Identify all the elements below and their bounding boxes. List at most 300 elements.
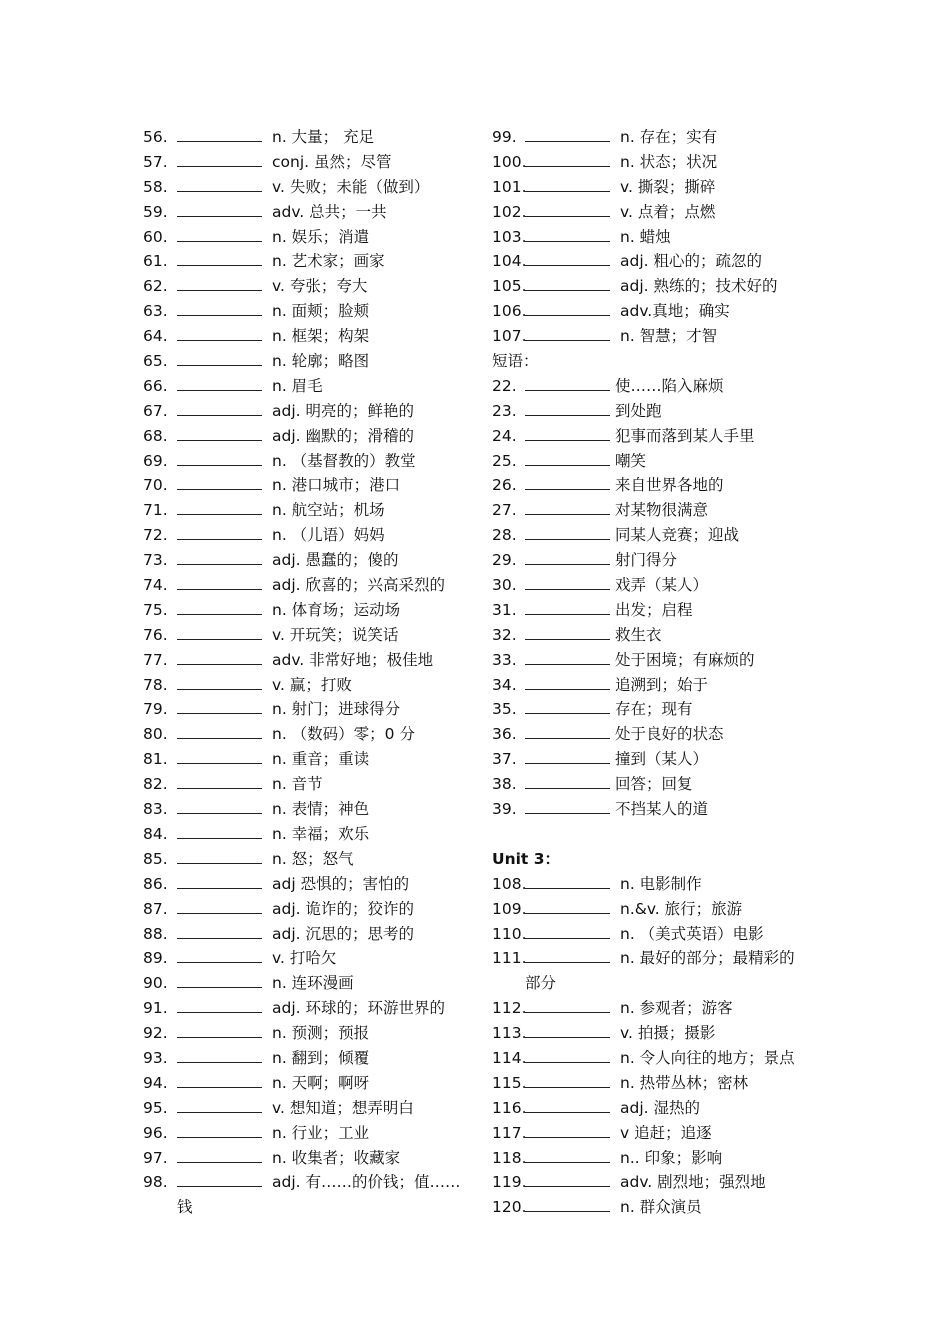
unit3-heading-row bbox=[492, 847, 812, 872]
item-number: 95. bbox=[143, 1098, 168, 1117]
answer-blank[interactable] bbox=[177, 1146, 262, 1163]
answer-blank[interactable] bbox=[525, 225, 610, 242]
answer-blank[interactable] bbox=[177, 225, 262, 242]
answer-blank[interactable] bbox=[525, 598, 610, 615]
vocab-row bbox=[143, 473, 463, 498]
vocab-row bbox=[492, 150, 812, 175]
vocab-row bbox=[143, 797, 463, 822]
definition: adj. 明亮的；鲜艳的 bbox=[272, 401, 414, 420]
item-number: 37. bbox=[492, 750, 517, 769]
answer-blank[interactable] bbox=[177, 822, 262, 839]
definition: 存在；现有 bbox=[615, 700, 693, 719]
definition: n. （美式英语）电影 bbox=[620, 924, 764, 943]
vocab-row bbox=[143, 175, 463, 200]
answer-blank[interactable] bbox=[177, 747, 262, 764]
definition: adj. 湿热的 bbox=[620, 1098, 700, 1117]
answer-blank[interactable] bbox=[525, 1021, 610, 1038]
vocab-row bbox=[492, 1071, 812, 1096]
definition: n. 存在；实有 bbox=[620, 128, 718, 146]
answer-blank[interactable] bbox=[525, 548, 610, 565]
answer-blank[interactable] bbox=[525, 1146, 610, 1163]
item-number: 68. bbox=[143, 426, 168, 445]
item-number: 58. bbox=[143, 177, 168, 196]
vocab-row bbox=[143, 523, 463, 548]
answer-blank[interactable] bbox=[525, 722, 610, 739]
item-number: 70. bbox=[143, 476, 168, 495]
item-number: 93. bbox=[143, 1048, 168, 1067]
item-number: 28. bbox=[492, 526, 517, 545]
item-number: 107. bbox=[492, 327, 527, 346]
answer-blank[interactable] bbox=[525, 673, 610, 690]
answer-blank[interactable] bbox=[177, 598, 262, 615]
answer-blank[interactable] bbox=[525, 1096, 610, 1113]
definition: v. 开玩笑；说笑话 bbox=[272, 625, 399, 644]
definition: n. 艺术家；画家 bbox=[272, 252, 385, 271]
answer-blank[interactable] bbox=[177, 1071, 262, 1088]
item-number: 67. bbox=[143, 401, 168, 420]
item-number: 92. bbox=[143, 1024, 168, 1043]
phrase-row bbox=[492, 449, 812, 474]
item-number: 114. bbox=[492, 1048, 527, 1067]
answer-blank[interactable] bbox=[525, 523, 610, 540]
vocab-row bbox=[143, 673, 463, 698]
item-number: 106. bbox=[492, 302, 527, 321]
answer-blank[interactable] bbox=[177, 1170, 262, 1187]
vocab-row bbox=[492, 299, 812, 324]
vocab-row bbox=[492, 225, 812, 250]
answer-blank[interactable] bbox=[525, 449, 610, 466]
definition: adv. 剧烈地；强烈地 bbox=[620, 1173, 766, 1192]
answer-blank[interactable] bbox=[177, 449, 262, 466]
definition: adj. 欣喜的；兴高采烈的 bbox=[272, 576, 445, 595]
definition: v 追赶；追逐 bbox=[620, 1123, 712, 1142]
answer-blank[interactable] bbox=[177, 623, 262, 640]
item-number: 118. bbox=[492, 1148, 527, 1167]
definition: 射门得分 bbox=[615, 551, 678, 570]
definition: v. 夸张；夸大 bbox=[272, 277, 368, 296]
vocab-row bbox=[492, 897, 812, 922]
vocab-row bbox=[143, 1046, 463, 1071]
phrase-row bbox=[492, 772, 812, 797]
item-number: 94. bbox=[143, 1073, 168, 1092]
vocab-row bbox=[143, 847, 463, 872]
item-number: 25. bbox=[492, 451, 517, 470]
vocab-row bbox=[492, 1146, 812, 1171]
definition: n. 大量； 充足 bbox=[272, 128, 375, 146]
definition: n. 表情；神色 bbox=[272, 800, 370, 819]
answer-blank[interactable] bbox=[177, 274, 262, 291]
item-number: 120. bbox=[492, 1198, 527, 1217]
answer-blank[interactable] bbox=[525, 1195, 610, 1212]
definition-continuation-row bbox=[492, 971, 812, 996]
item-number: 57. bbox=[143, 152, 168, 171]
answer-blank[interactable] bbox=[177, 1046, 262, 1063]
answer-blank[interactable] bbox=[177, 175, 262, 192]
answer-blank[interactable] bbox=[177, 697, 262, 714]
definition: v. 失败；未能（做到） bbox=[272, 177, 430, 196]
answer-blank[interactable] bbox=[525, 424, 610, 441]
item-number: 59. bbox=[143, 202, 168, 221]
answer-blank[interactable] bbox=[177, 648, 262, 665]
definition: adj. 诡诈的；狡诈的 bbox=[272, 899, 414, 918]
item-number: 103. bbox=[492, 227, 527, 246]
vocab-row bbox=[143, 299, 463, 324]
item-number: 90. bbox=[143, 974, 168, 993]
definition: 处于良好的状态 bbox=[615, 725, 724, 744]
definition: conj. 虽然；尽管 bbox=[272, 152, 392, 171]
answer-blank[interactable] bbox=[177, 249, 262, 266]
item-number: 112. bbox=[492, 999, 527, 1018]
vocab-row bbox=[143, 399, 463, 424]
definition: n. （儿语）妈妈 bbox=[272, 526, 385, 545]
answer-blank[interactable] bbox=[177, 573, 262, 590]
vocab-row bbox=[143, 324, 463, 349]
vocab-row bbox=[143, 225, 463, 250]
definition: n. （数码）零；0 分 bbox=[272, 725, 415, 744]
answer-blank[interactable] bbox=[177, 897, 262, 914]
phrase-row bbox=[492, 573, 812, 598]
definition: n. 轮廓；略图 bbox=[272, 352, 370, 371]
answer-blank[interactable] bbox=[177, 125, 262, 142]
definition: v. 拍摄；摄影 bbox=[620, 1024, 716, 1043]
definition: adj. 幽默的；滑稽的 bbox=[272, 426, 414, 445]
answer-blank[interactable] bbox=[525, 274, 610, 291]
vocab-row bbox=[143, 548, 463, 573]
phrase-row bbox=[492, 673, 812, 698]
answer-blank[interactable] bbox=[525, 125, 610, 142]
item-number: 81. bbox=[143, 750, 168, 769]
item-number: 115. bbox=[492, 1073, 527, 1092]
answer-blank[interactable] bbox=[525, 697, 610, 714]
spacer-row bbox=[492, 822, 812, 847]
phrase-row bbox=[492, 498, 812, 523]
answer-blank[interactable] bbox=[177, 399, 262, 416]
item-number: 80. bbox=[143, 725, 168, 744]
phrases-heading-row bbox=[492, 349, 812, 374]
answer-blank[interactable] bbox=[177, 772, 262, 789]
definition: 使……陷入麻烦 bbox=[615, 376, 724, 395]
answer-blank[interactable] bbox=[525, 399, 610, 416]
item-number: 85. bbox=[143, 849, 168, 868]
definition: adj. 粗心的；疏忽的 bbox=[620, 252, 762, 271]
answer-blank[interactable] bbox=[177, 324, 262, 341]
answer-blank[interactable] bbox=[177, 349, 262, 366]
definition: n.&v. 旅行；旅游 bbox=[620, 899, 743, 918]
definition: n. 连环漫画 bbox=[272, 974, 354, 993]
definition: n. 智慧；才智 bbox=[620, 327, 718, 346]
definition: n. 预测；预报 bbox=[272, 1024, 370, 1043]
definition: n.. 印象；影响 bbox=[620, 1148, 723, 1167]
definition: 回答；回复 bbox=[615, 775, 693, 794]
item-number: 113. bbox=[492, 1024, 527, 1043]
phrases-heading: 短语： bbox=[492, 352, 539, 371]
item-number: 105. bbox=[492, 277, 527, 296]
item-number: 98. bbox=[143, 1173, 168, 1192]
definition: n. 最好的部分；最精彩的 bbox=[620, 949, 795, 968]
answer-blank[interactable] bbox=[525, 573, 610, 590]
item-number: 39. bbox=[492, 800, 517, 819]
vocab-row bbox=[143, 722, 463, 747]
vocab-row bbox=[143, 200, 463, 225]
item-number: 83. bbox=[143, 800, 168, 819]
definition: adj. 愚蠢的；傻的 bbox=[272, 551, 399, 570]
vocab-row bbox=[492, 249, 812, 274]
answer-blank[interactable] bbox=[177, 996, 262, 1013]
item-number: 23. bbox=[492, 401, 517, 420]
definition-continuation-row bbox=[143, 1195, 463, 1220]
definition: adv.真地；确实 bbox=[620, 302, 730, 321]
answer-blank[interactable] bbox=[525, 498, 610, 515]
definition: n. 天啊；啊呀 bbox=[272, 1073, 370, 1092]
item-number: 65. bbox=[143, 352, 168, 371]
definition: n. 行业；工业 bbox=[272, 1123, 370, 1142]
definition: 戏弄（某人） bbox=[615, 576, 709, 595]
vocab-row bbox=[143, 1021, 463, 1046]
definition: n. 幸福；欢乐 bbox=[272, 824, 370, 843]
definition: adj. 熟练的；技术好的 bbox=[620, 277, 778, 296]
item-number: 38. bbox=[492, 775, 517, 794]
definition: 犯事而落到某人手里 bbox=[615, 426, 755, 445]
phrase-row bbox=[492, 424, 812, 449]
answer-blank[interactable] bbox=[525, 897, 610, 914]
answer-blank[interactable] bbox=[525, 150, 610, 167]
item-number: 97. bbox=[143, 1148, 168, 1167]
item-number: 84. bbox=[143, 824, 168, 843]
item-number: 35. bbox=[492, 700, 517, 719]
answer-blank[interactable] bbox=[525, 797, 610, 814]
definition: 不挡某人的道 bbox=[615, 800, 709, 819]
phrase-row bbox=[492, 623, 812, 648]
definition: adj. 环球的；环游世界的 bbox=[272, 999, 445, 1018]
phrase-row bbox=[492, 722, 812, 747]
answer-blank[interactable] bbox=[177, 971, 262, 988]
vocab-row bbox=[143, 150, 463, 175]
vocab-row bbox=[143, 249, 463, 274]
vocab-row bbox=[143, 747, 463, 772]
vocab-row bbox=[143, 1170, 463, 1195]
answer-blank[interactable] bbox=[177, 374, 262, 391]
definition: 撞到（某人） bbox=[615, 750, 709, 769]
vocab-row bbox=[143, 822, 463, 847]
item-number: 104. bbox=[492, 252, 527, 271]
answer-blank[interactable] bbox=[177, 473, 262, 490]
definition: n. 收集者；收藏家 bbox=[272, 1148, 401, 1167]
vocab-row bbox=[143, 349, 463, 374]
right-column bbox=[492, 125, 812, 1220]
item-number: 36. bbox=[492, 725, 517, 744]
definition: adv. 总共；一共 bbox=[272, 202, 387, 221]
definition-continuation: 钱 bbox=[177, 1198, 193, 1217]
item-number: 108. bbox=[492, 874, 527, 893]
item-number: 117. bbox=[492, 1123, 527, 1142]
definition: v. 赢；打败 bbox=[272, 675, 352, 694]
vocab-row bbox=[143, 996, 463, 1021]
vocab-row bbox=[143, 1096, 463, 1121]
vocab-row bbox=[492, 175, 812, 200]
answer-blank[interactable] bbox=[525, 249, 610, 266]
item-number: 110. bbox=[492, 924, 527, 943]
item-number: 26. bbox=[492, 476, 517, 495]
vocab-row bbox=[492, 324, 812, 349]
answer-blank[interactable] bbox=[525, 747, 610, 764]
item-number: 60. bbox=[143, 227, 168, 246]
item-number: 116. bbox=[492, 1098, 527, 1117]
answer-blank[interactable] bbox=[525, 1121, 610, 1138]
vocab-row bbox=[492, 1021, 812, 1046]
definition: 嘲笑 bbox=[615, 451, 647, 470]
vocab-row bbox=[143, 274, 463, 299]
vocab-row bbox=[143, 1121, 463, 1146]
vocab-row bbox=[143, 374, 463, 399]
item-number: 62. bbox=[143, 277, 168, 296]
answer-blank[interactable] bbox=[177, 424, 262, 441]
answer-blank[interactable] bbox=[177, 200, 262, 217]
answer-blank[interactable] bbox=[525, 922, 610, 939]
item-number: 96. bbox=[143, 1123, 168, 1142]
definition: n. 状态；状况 bbox=[620, 152, 718, 171]
item-number: 109. bbox=[492, 899, 527, 918]
item-number: 76. bbox=[143, 625, 168, 644]
answer-blank[interactable] bbox=[177, 150, 262, 167]
answer-blank[interactable] bbox=[525, 623, 610, 640]
item-number: 87. bbox=[143, 899, 168, 918]
item-number: 66. bbox=[143, 376, 168, 395]
answer-blank[interactable] bbox=[525, 996, 610, 1013]
answer-blank[interactable] bbox=[525, 200, 610, 217]
item-number: 24. bbox=[492, 426, 517, 445]
answer-blank[interactable] bbox=[177, 1121, 262, 1138]
vocab-row bbox=[492, 1096, 812, 1121]
answer-blank[interactable] bbox=[177, 797, 262, 814]
vocab-row bbox=[143, 971, 463, 996]
item-number: 64. bbox=[143, 327, 168, 346]
item-number: 31. bbox=[492, 600, 517, 619]
vocab-row bbox=[492, 996, 812, 1021]
phrase-row bbox=[492, 747, 812, 772]
item-number: 56. bbox=[143, 128, 168, 146]
item-number: 86. bbox=[143, 874, 168, 893]
item-number: 77. bbox=[143, 650, 168, 669]
item-number: 100. bbox=[492, 152, 527, 171]
vocab-row bbox=[143, 623, 463, 648]
phrase-row bbox=[492, 399, 812, 424]
answer-blank[interactable] bbox=[525, 1046, 610, 1063]
vocab-row bbox=[143, 697, 463, 722]
phrase-row bbox=[492, 598, 812, 623]
answer-blank[interactable] bbox=[177, 498, 262, 515]
answer-blank[interactable] bbox=[177, 673, 262, 690]
vocab-row bbox=[143, 498, 463, 523]
definition: v. 撕裂；撕碎 bbox=[620, 177, 716, 196]
definition: n. 港口城市；港口 bbox=[272, 476, 401, 495]
answer-blank[interactable] bbox=[177, 847, 262, 864]
definition: v. 点着；点燃 bbox=[620, 202, 716, 221]
definition: 处于困境；有麻烦的 bbox=[615, 650, 755, 669]
answer-blank[interactable] bbox=[177, 1021, 262, 1038]
vocab-row bbox=[143, 449, 463, 474]
vocab-row bbox=[143, 598, 463, 623]
item-number: 101. bbox=[492, 177, 527, 196]
answer-blank[interactable] bbox=[525, 648, 610, 665]
answer-blank[interactable] bbox=[525, 1170, 610, 1187]
vocab-row bbox=[492, 1195, 812, 1220]
phrase-row bbox=[492, 548, 812, 573]
item-number: 33. bbox=[492, 650, 517, 669]
vocab-row bbox=[143, 946, 463, 971]
item-number: 27. bbox=[492, 501, 517, 520]
vocab-row bbox=[492, 1121, 812, 1146]
answer-blank[interactable] bbox=[525, 324, 610, 341]
definition: n. 重音；重读 bbox=[272, 750, 370, 769]
vocab-row bbox=[143, 1146, 463, 1171]
definition: n. 眉毛 bbox=[272, 376, 323, 395]
item-number: 63. bbox=[143, 302, 168, 321]
vocab-row bbox=[492, 1170, 812, 1195]
answer-blank[interactable] bbox=[525, 374, 610, 391]
phrase-row bbox=[492, 797, 812, 822]
answer-blank[interactable] bbox=[177, 946, 262, 963]
definition: n. 群众演员 bbox=[620, 1198, 702, 1217]
definition: 同某人竞赛；迎战 bbox=[615, 526, 740, 545]
item-number: 61. bbox=[143, 252, 168, 271]
vocab-row bbox=[143, 1071, 463, 1096]
answer-blank[interactable] bbox=[525, 299, 610, 316]
item-number: 74. bbox=[143, 576, 168, 595]
item-number: 89. bbox=[143, 949, 168, 968]
item-number: 22. bbox=[492, 376, 517, 395]
phrase-row bbox=[492, 473, 812, 498]
answer-blank[interactable] bbox=[525, 473, 610, 490]
left-column bbox=[143, 125, 463, 1220]
definition: n. 娱乐；消遣 bbox=[272, 227, 370, 246]
answer-blank[interactable] bbox=[525, 772, 610, 789]
answer-blank[interactable] bbox=[177, 1096, 262, 1113]
answer-blank[interactable] bbox=[525, 1071, 610, 1088]
definition: n. 翻到；倾覆 bbox=[272, 1048, 370, 1067]
answer-blank[interactable] bbox=[177, 548, 262, 565]
item-number: 119. bbox=[492, 1173, 527, 1192]
vocab-row bbox=[492, 872, 812, 897]
vocab-row bbox=[492, 125, 812, 150]
definition: 对某物很满意 bbox=[615, 501, 709, 520]
answer-blank[interactable] bbox=[177, 523, 262, 540]
definition-continuation: 部分 bbox=[525, 974, 557, 993]
definition: n. 射门；进球得分 bbox=[272, 700, 401, 719]
item-number: 69. bbox=[143, 451, 168, 470]
definition: n. 面颊；脸颊 bbox=[272, 302, 370, 321]
answer-blank[interactable] bbox=[177, 299, 262, 316]
item-number: 91. bbox=[143, 999, 168, 1018]
item-number: 29. bbox=[492, 551, 517, 570]
definition: n. 参观者；游客 bbox=[620, 999, 733, 1018]
answer-blank[interactable] bbox=[525, 946, 610, 963]
vocab-row bbox=[492, 922, 812, 947]
answer-blank[interactable] bbox=[525, 175, 610, 192]
item-number: 79. bbox=[143, 700, 168, 719]
answer-blank[interactable] bbox=[177, 872, 262, 889]
item-number: 99. bbox=[492, 128, 517, 146]
item-number: 34. bbox=[492, 675, 517, 694]
vocab-row bbox=[143, 922, 463, 947]
definition: n. 航空站；机场 bbox=[272, 501, 385, 520]
answer-blank[interactable] bbox=[525, 872, 610, 889]
definition: n. 热带丛林；密林 bbox=[620, 1073, 749, 1092]
vocab-row bbox=[492, 274, 812, 299]
answer-blank[interactable] bbox=[177, 922, 262, 939]
definition: 追溯到；始于 bbox=[615, 675, 709, 694]
answer-blank[interactable] bbox=[177, 722, 262, 739]
definition: n. 电影制作 bbox=[620, 874, 702, 893]
